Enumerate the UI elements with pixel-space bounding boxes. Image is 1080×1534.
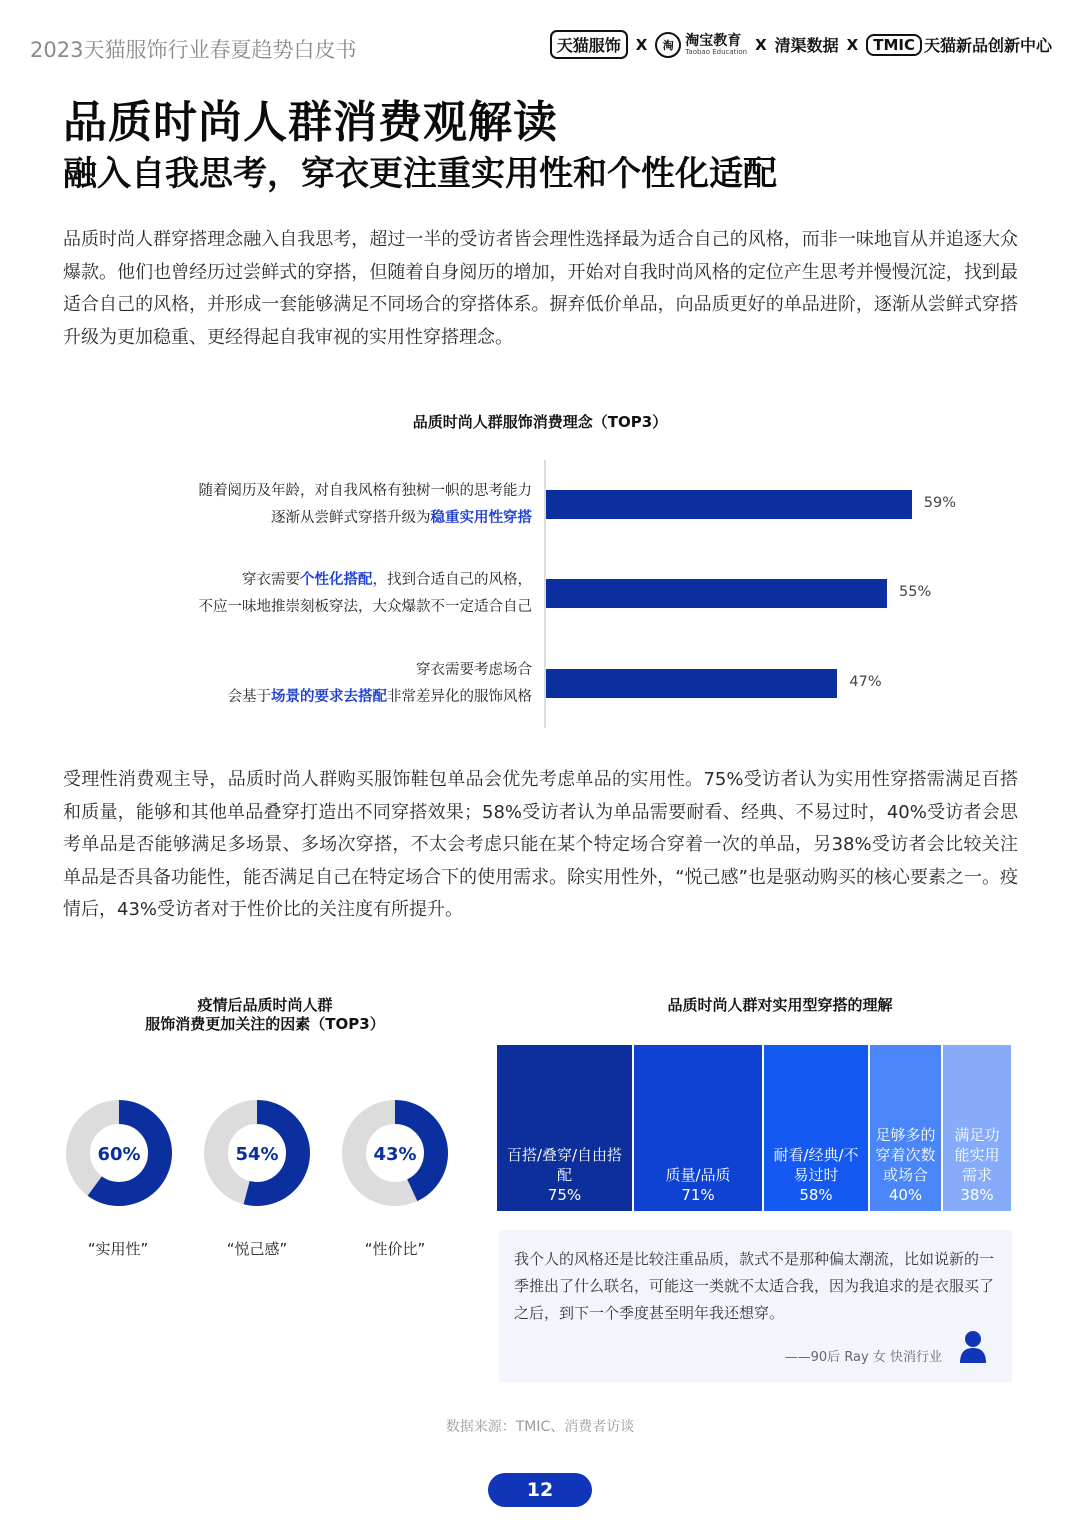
intro-paragraph: 品质时尚人群穿搭理念融入自我思考，超过一半的受访者皆会理性选择最为适合自己的风格，而非一味地盲从并追逐大众爆款。他们也曾经历过尝鲜式的穿搭，但随着自身阅历的增加，开始对自我时尚风格的定位产生思考并慢慢沉淀，找到最适合自己的风格，并形成一套能够满足不同场合的穿搭体系。摒弃低价单品，向品质更好的单品进阶，逐渐从尝鲜式穿搭升级为更加稳重、更经得起自我审视的实用性穿搭理念。: [63, 229, 1018, 348]
donut-label-3: “性价比”: [364, 1240, 426, 1258]
page-title: 品质时尚人群消费观解读: [63, 97, 558, 148]
qingqu-data-logo: 清渠数据: [774, 36, 839, 55]
tmic-logo: [866, 33, 1052, 56]
treemap-chart: [497, 1045, 1013, 1211]
tmall-fashion-logo: 天猫服饰: [550, 30, 628, 59]
treemap-cell-3: [764, 1045, 868, 1211]
bar-label-2-line1: 穿衣需要个性化搭配，找到合适自己的风格，: [242, 572, 532, 588]
treemap-label-2: 质量/品质: [665, 1166, 731, 1184]
tmic-mark: TMIC: [866, 34, 922, 56]
treemap-value-5: 38%: [960, 1186, 994, 1204]
treemap-cell-1: [497, 1045, 632, 1211]
donut-label-1: “实用性”: [87, 1240, 149, 1258]
taobao-icon: 淘: [655, 32, 681, 58]
separator-x: X: [846, 35, 859, 54]
treemap-label-4: 足够多的穿着次数或场合: [875, 1126, 936, 1184]
bar-label-1-highlight: 稳重实用性穿搭: [430, 510, 532, 526]
treemap-cell-2: [634, 1045, 762, 1211]
bar-chart-title: 品质时尚人群服饰消费理念（TOP3）: [412, 413, 668, 431]
donut-title-line1: 疫情后品质时尚人群: [197, 996, 333, 1014]
bar-2: [546, 579, 887, 608]
treemap-cell-5: [943, 1045, 1011, 1211]
bar-label-3-highlight: 场景的要求去搭配: [271, 689, 387, 705]
quote-text: 我个人的风格还是比较注重品质，款式不是那种偏太潮流，比如说新的一季推出了什么联名，可能这一类就不太适合我，因为我追求的是衣服买了之后，到下一个季度甚至明年我还想穿。: [514, 1250, 995, 1322]
treemap-chart-title: 品质时尚人群对实用型穿搭的理解: [667, 996, 893, 1014]
taobao-edu-sub: Taobao Education: [685, 47, 748, 56]
bar-value-3: 47%: [849, 674, 882, 690]
page-number: 12: [488, 1473, 592, 1507]
bar-label-3-line1: 穿衣需要考虑场合: [416, 662, 532, 678]
analysis-paragraph: 受理性消费观主导，品质时尚人群购买服饰鞋包单品会优先考虑单品的实用性。75%受访者认为实用性穿搭需满足百搭和质量，能够和其他单品叠穿打造出不同穿搭效果；58%受访者认为单品需要耐看、经典、不易过时，40%受访者会思考单品是否能够满足多场景、多场次穿搭，不太会考虑只能在某个特定场合穿着一次的单品，另38%受访者会比较关注单品是否具备功能性，能否满足自己在特定场合下的使用需求。除实用性外，“悦己感”也是驱动购买的核心要素之一。疫情后，43%受访者对于性价比的关注度有所提升。: [63, 769, 1018, 920]
separator-x: X: [755, 35, 767, 54]
bar-label-2-line2: 不应一味地推崇刻板穿法，大众爆款不一定适合自己: [198, 599, 532, 615]
person-icon: [959, 1330, 987, 1364]
treemap-value-2: 71%: [681, 1186, 715, 1204]
bar-label-1: [199, 478, 533, 532]
tmic-name: 天猫新品创新中心: [923, 36, 1052, 55]
bar-label-1-line2: 逐渐从尝鲜式穿搭升级为稳重实用性穿搭: [271, 510, 532, 526]
treemap-value-3: 58%: [799, 1186, 833, 1204]
separator-x: X: [635, 35, 648, 54]
taobao-edu-name: 淘宝教育: [685, 32, 742, 49]
report-title: 2023天猫服饰行业春夏趋势白皮书: [30, 38, 357, 62]
donut-chart-title: [110, 996, 420, 1034]
bar-label-2: [199, 567, 533, 621]
donut-value-1: 60%: [97, 1144, 141, 1165]
bar-value-1: 59%: [923, 495, 957, 511]
partner-logos: [550, 30, 1052, 59]
data-source: 数据来源：TMIC、消费者访谈: [445, 1419, 635, 1435]
treemap-label-5: 满足功能实用需求: [954, 1126, 1000, 1184]
page-subtitle: 融入自我思考，穿衣更注重实用性和个性化适配: [63, 154, 777, 194]
treemap-value-1: 75%: [547, 1186, 582, 1204]
treemap-label-3: 耐看/经典/不易过时: [773, 1146, 859, 1184]
quote-attribution: ——90后 Ray 女 快消行业: [784, 1350, 942, 1365]
bar-label-3-line2: 会基于场景的要求去搭配非常差异化的服饰风格: [227, 689, 532, 705]
bar-label-2-highlight: 个性化搭配: [300, 572, 373, 588]
bar-value-2: 55%: [899, 584, 932, 600]
taobao-education-logo: [655, 32, 747, 58]
bar-1: [546, 490, 912, 519]
bar-label-3: [228, 657, 533, 711]
treemap-value-4: 40%: [888, 1186, 923, 1204]
donut-value-3: 43%: [373, 1144, 417, 1165]
donut-label-2: “悦己感”: [226, 1240, 288, 1258]
donut-value-2: 54%: [235, 1144, 279, 1165]
donut-title-line2: 服饰消费更加关注的因素（TOP3）: [145, 1015, 385, 1033]
treemap-cell-4: [870, 1045, 941, 1211]
bar-3: [546, 669, 837, 698]
bar-label-1-line1: 随着阅历及年龄，对自我风格有独树一帜的思考能力: [198, 483, 532, 499]
donut-charts: [50, 1090, 470, 1230]
treemap-label-1: 百搭/叠穿/自由搭配: [506, 1146, 623, 1184]
